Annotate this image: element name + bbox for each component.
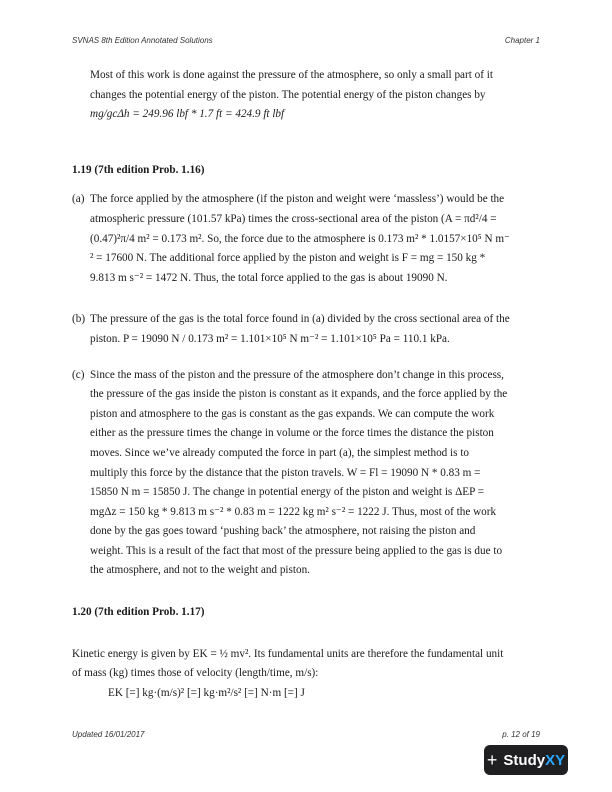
text-line: atmospheric pressure (101.57 kPa) times the cross-sectional area of the piston (A = πd²/4 = xyxy=(90,212,497,225)
footer-date: Updated 16/01/2017 xyxy=(72,730,145,739)
text-line: piston. P = 19090 N / 0.173 m² = 1.101×10⁵ N m⁻² = 1.101×10⁵ Pa = 110.1 kPa. xyxy=(90,332,450,345)
running-header-left: SVNAS 8th Edition Annotated Solutions xyxy=(72,36,213,45)
plus-icon: + xyxy=(486,750,498,770)
text-line: The pressure of the gas is the total force found in (a) divided by the cross sectional area of the xyxy=(90,313,510,326)
text-line: The force applied by the atmosphere (if the piston and weight were ‘massless’) would be the xyxy=(90,193,505,206)
text-line: of mass (kg) times those of velocity (length/time, m/s): xyxy=(72,667,319,680)
text-line: Since the mass of the piston and the pressure of the atmosphere don’t change in this process, xyxy=(90,368,504,381)
units-equation: EK [=] kg·(m/s)² [=] kg·m²/s² [=] N·m [=] J xyxy=(108,686,305,699)
text-line: mg/gcΔh = 249.96 lbf * 1.7 ft = 424.9 ft lbf xyxy=(90,108,285,121)
text-line: ² = 17600 N. The additional force applied by the piston and weight is F = mg = 150 kg * xyxy=(90,252,486,265)
text-line: piston and atmosphere to the gas is constant as the gas expands. We can compute the work xyxy=(90,407,495,420)
part-label: (b) xyxy=(72,313,86,326)
text-line: 15850 N m = 15850 J. The change in potential energy of the piston and weight is ΔEP = xyxy=(90,486,485,499)
text-line: done by the gas goes toward ‘pushing back’ the atmosphere, not raising the piston and xyxy=(90,525,476,538)
text-line: mgΔz = 150 kg * 9.813 m s⁻² * 0.83 m = 1222 kg m² s⁻² = 1222 J. Thus, most of the work xyxy=(90,505,497,518)
text-line: (0.47)²π/4 m² = 0.173 m². So, the force due to the atmosphere is 0.173 m² * 1.0157×10⁵ N m⁻ xyxy=(90,232,510,245)
page-body xyxy=(72,66,539,703)
text-line: the atmosphere, and not to the weight and piston. xyxy=(90,564,310,577)
text-line: 9.813 m s⁻² = 1472 N. Thus, the total force applied to the gas is about 19090 N. xyxy=(90,271,448,284)
text-line: Kinetic energy is given by EK = ½ mv². Its fundamental units are therefore the fundamental unit xyxy=(72,647,504,660)
kinetic-energy-paragraph xyxy=(72,645,539,704)
part-label: (c) xyxy=(72,368,85,381)
running-header-right: Chapter 1 xyxy=(504,36,540,45)
text-line: the pressure of the gas inside the piston is constant as it expands, and the force applied by the xyxy=(90,388,508,401)
text-line: moves. Since we’ve already computed the force in part (a), the simplest method is to xyxy=(90,446,470,459)
part-a xyxy=(72,190,539,288)
part-label: (a) xyxy=(72,193,85,206)
text-line: weight. This is a result of the fact that most of the pressure being applied to the gas is due to xyxy=(90,544,503,557)
text-line: either as the pressure times the change in volume or the force times the distance the piston xyxy=(90,427,494,440)
text-line: multiply this force by the distance that the piston travels. W = Fl = 19090 N * 0.83 m = xyxy=(90,466,481,479)
problem-heading-1-20: 1.20 (7th edition Prob. 1.17) xyxy=(72,606,205,619)
intro-paragraph xyxy=(72,66,539,125)
part-c xyxy=(72,366,539,582)
text-line: changes the potential energy of the piston. The potential energy of the piston changes by xyxy=(90,88,486,101)
text-line: Most of this work is done against the pressure of the atmosphere, so only a small part of it xyxy=(90,69,493,81)
problem-heading-1-19: 1.19 (7th edition Prob. 1.16) xyxy=(72,163,205,176)
part-b xyxy=(72,310,539,349)
studyxy-logo-badge[interactable] xyxy=(484,745,568,775)
footer-page-number: p. 12 of 19 xyxy=(502,730,540,739)
logo-wordmark: StudyXY xyxy=(503,751,566,769)
